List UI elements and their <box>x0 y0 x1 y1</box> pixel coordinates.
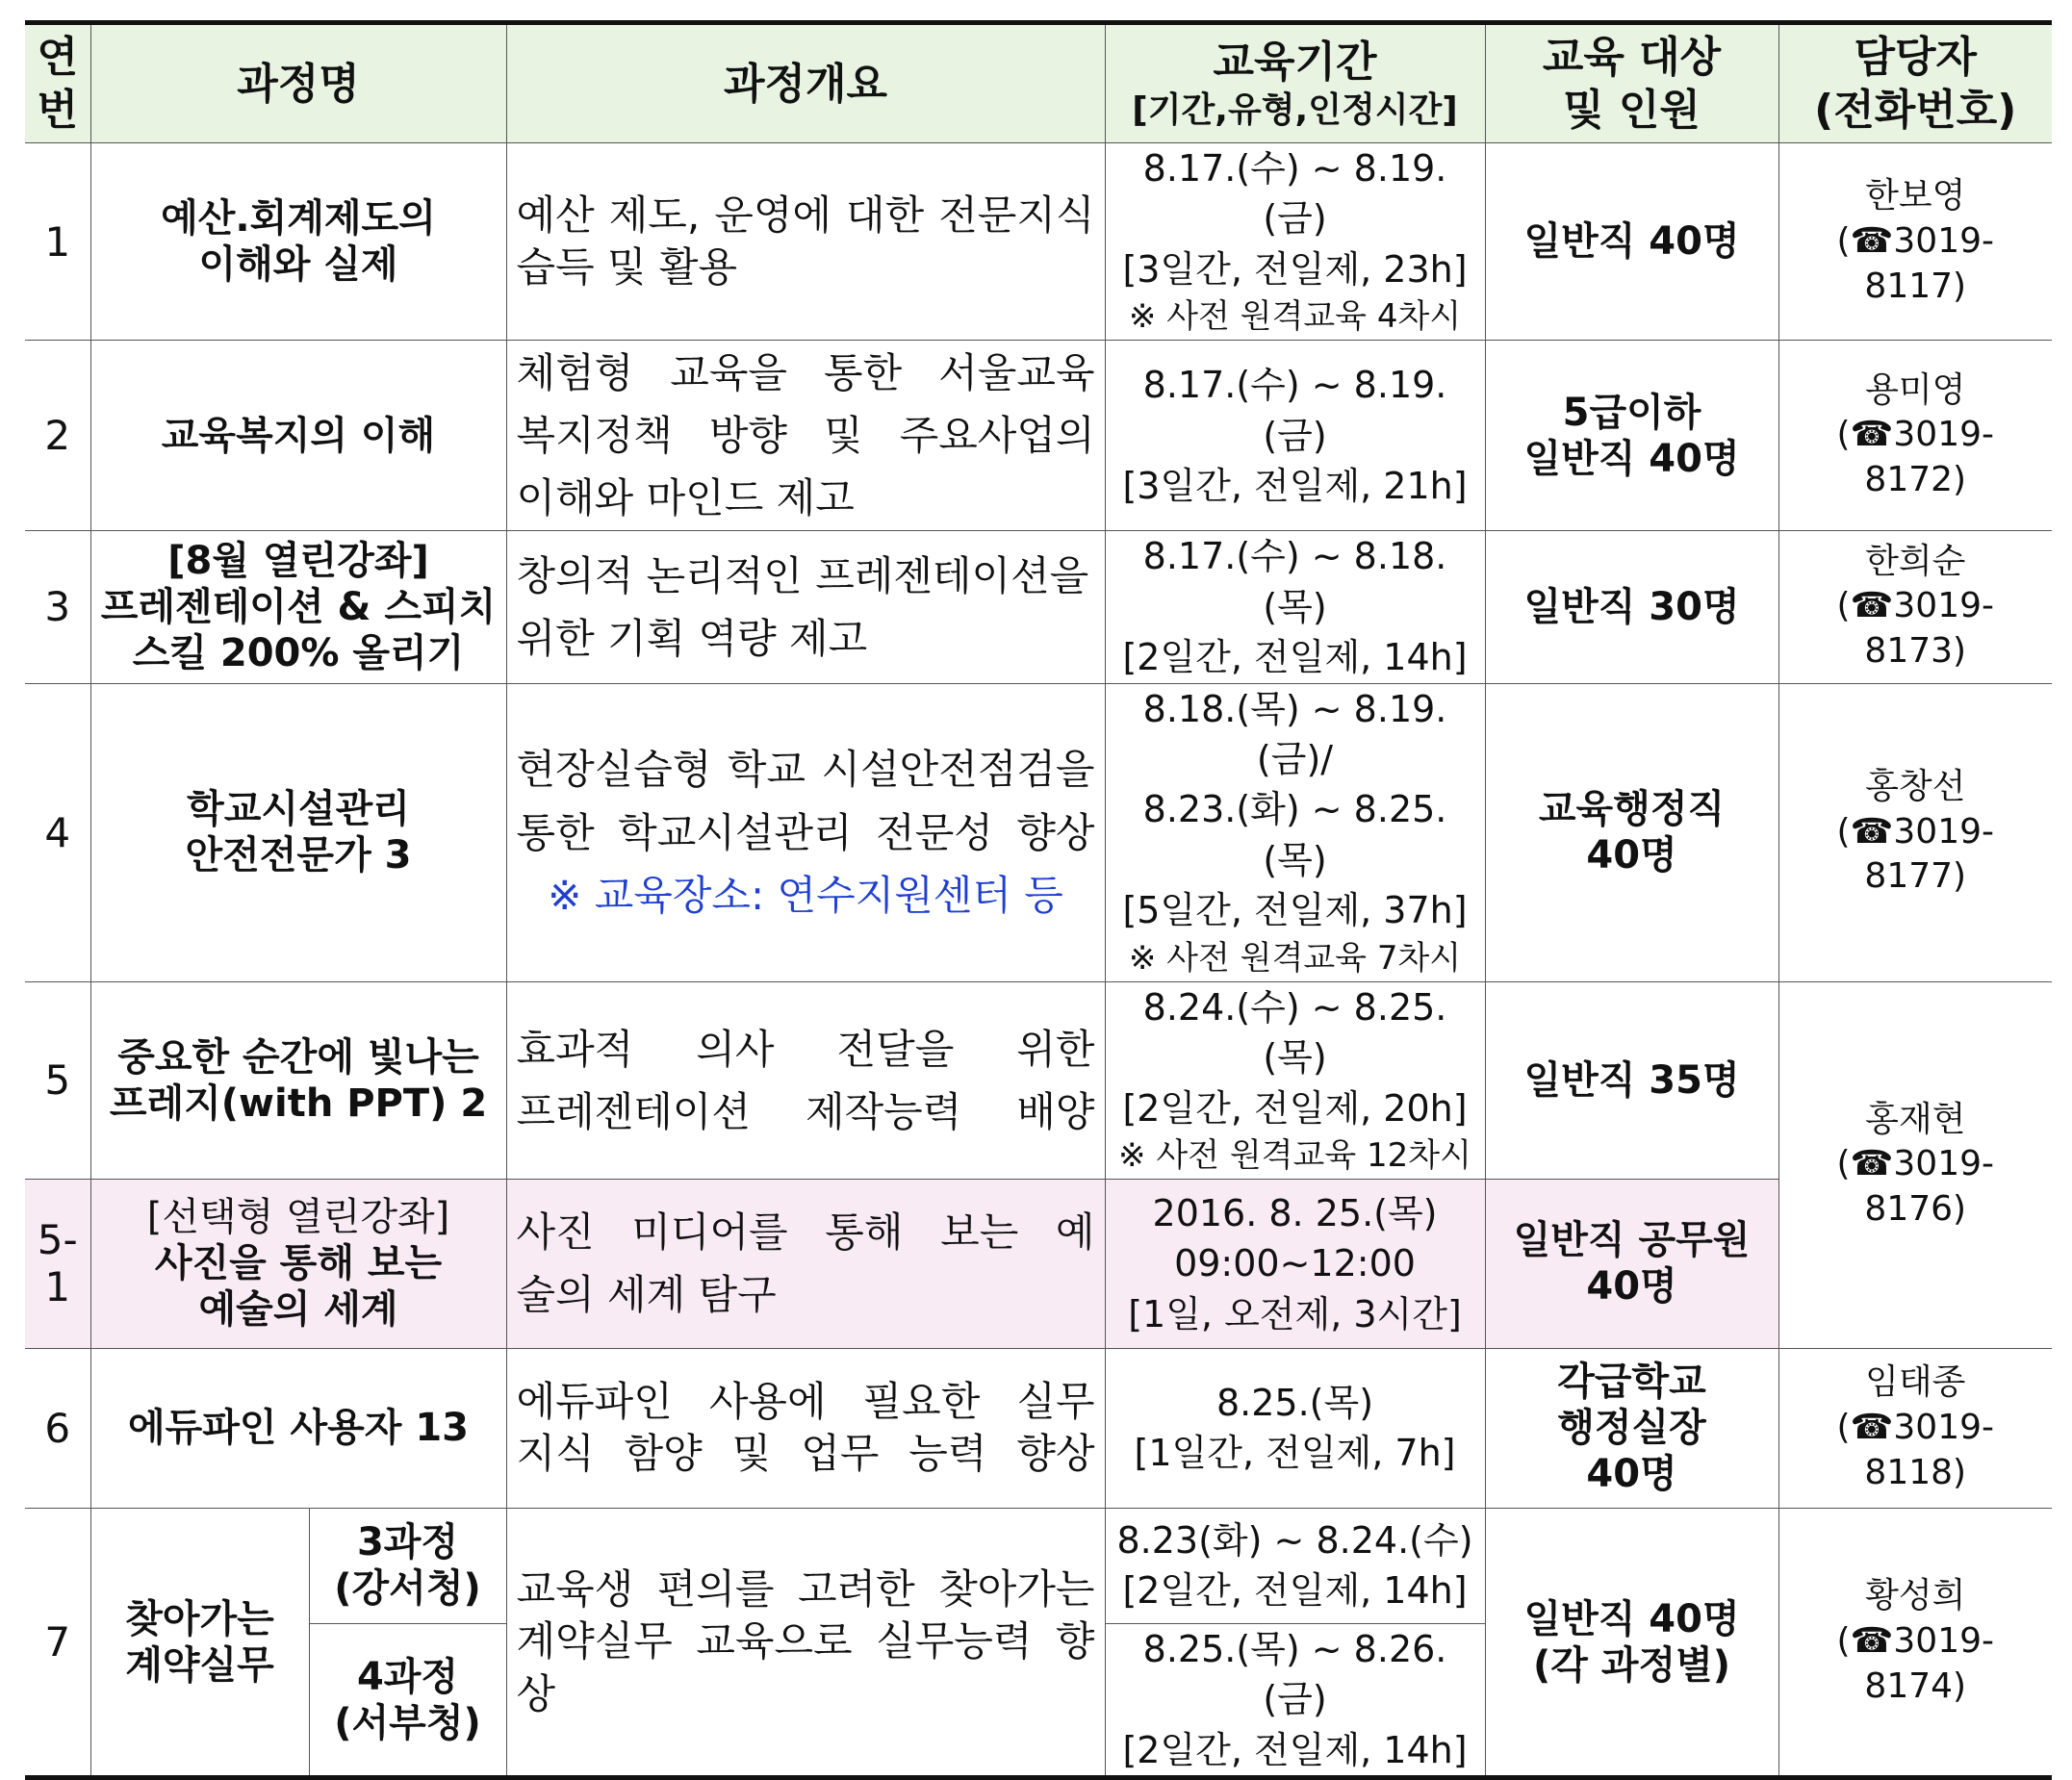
row-number: 5-1 <box>25 1179 90 1348</box>
course-description: 창의적 논리적인 프레젠테이션을 위한 기획 역량 제고 <box>506 531 1105 683</box>
course-target: 일반직 30명 <box>1485 531 1778 683</box>
table-row <box>25 683 2052 981</box>
row-number: 2 <box>25 341 90 531</box>
table-row <box>25 981 2052 1179</box>
sub-course-b: 4과정 (서부청) <box>309 1623 506 1777</box>
course-manager: 황성희 (☎3019-8174) <box>1778 1508 2052 1777</box>
course-name: [8월 열린강좌] 프레젠테이션 & 스피치 스킬 200% 올리기 <box>90 531 506 683</box>
course-manager: 홍재현 (☎3019-8176) <box>1778 981 2052 1348</box>
course-name: 중요한 순간에 빛나는 프레지(with PPT) 2 <box>90 981 506 1179</box>
course-name: 학교시설관리 안전전문가 3 <box>90 683 506 981</box>
course-description: 에듀파인 사용에 필요한 실무 지식 함양 및 업무 능력 향상 <box>506 1348 1105 1508</box>
table-row <box>25 143 2052 341</box>
course-target: 5급이하 일반직 40명 <box>1485 341 1778 531</box>
table-row <box>25 1508 2052 1623</box>
course-description: 현장실습형 학교 시설안전점검을 통한 학교시설관리 전문성 향상 ※ 교육장소: 연수지원센터 등 <box>506 683 1105 981</box>
course-name: 찾아가는 계약실무 <box>90 1508 309 1777</box>
header-target: 교육 대상 및 인원 <box>1485 23 1778 143</box>
table-row <box>25 1348 2052 1508</box>
header-no: 연 번 <box>25 23 90 143</box>
course-description: 체험형 교육을 통한 서울교육 복지정책 방향 및 주요사업의 이해와 마인드 제고 <box>506 341 1105 531</box>
course-description: 사진 미디어를 통해 보는 예 술의 세계 탐구 <box>506 1179 1105 1348</box>
course-manager: 홍창선 (☎3019-8177) <box>1778 683 2052 981</box>
row-number: 6 <box>25 1348 90 1508</box>
course-period-a: 8.23(화) ~ 8.24.(수) [2일간, 전일제, 14h] <box>1105 1508 1485 1623</box>
header-course-desc: 과정개요 <box>506 23 1105 143</box>
course-target: 일반직 40명 (각 과정별) <box>1485 1508 1778 1777</box>
course-manager: 한희순 (☎3019-8173) <box>1778 531 2052 683</box>
course-description: 예산 제도, 운영에 대한 전문지식 습득 및 활용 <box>506 143 1105 341</box>
course-period: 8.17.(수) ~ 8.18.(목) [2일간, 전일제, 14h] <box>1105 531 1485 683</box>
table-row <box>25 531 2052 683</box>
course-name: 에듀파인 사용자 13 <box>90 1348 506 1508</box>
venue-note: ※ 교육장소: 연수지원센터 등 <box>548 871 1063 919</box>
course-period: 8.25.(목) [1일간, 전일제, 7h] <box>1105 1348 1485 1508</box>
course-target: 각급학교 행정실장 40명 <box>1485 1348 1778 1508</box>
row-number: 1 <box>25 143 90 341</box>
course-period: 8.17.(수) ~ 8.19.(금) [3일간, 전일제, 23h] ※ 사전 원격교육 4차시 <box>1105 143 1485 341</box>
course-description: 교육생 편의를 고려한 찾아가는 계약실무 교육으로 실무능력 향상 <box>506 1508 1105 1777</box>
row-number: 4 <box>25 683 90 981</box>
course-manager: 임태종 (☎3019-8118) <box>1778 1348 2052 1508</box>
course-period: 8.18.(목) ~ 8.19.(금)/ 8.23.(화) ~ 8.25.(목) [5일간, 전일제, 37h] ※ 사전 원격교육 7차시 <box>1105 683 1485 981</box>
course-manager: 용미영 (☎3019-8172) <box>1778 341 2052 531</box>
course-period: 8.17.(수) ~ 8.19.(금) [3일간, 전일제, 21h] <box>1105 341 1485 531</box>
header-period: 교육기간 [기간,유형,인정시간] <box>1105 23 1485 143</box>
course-target: 일반직 40명 <box>1485 143 1778 341</box>
header-row <box>25 23 2052 143</box>
course-target: 일반직 공무원 40명 <box>1485 1179 1778 1348</box>
course-period: 2016. 8. 25.(목) 09:00~12:00 [1일, 오전제, 3시간] <box>1105 1179 1485 1348</box>
course-period: 8.24.(수) ~ 8.25.(목) [2일간, 전일제, 20h] ※ 사전 원격교육 12차시 <box>1105 981 1485 1179</box>
course-schedule-table <box>25 20 2052 1780</box>
course-period-b: 8.25.(목) ~ 8.26.(금) [2일간, 전일제, 14h] <box>1105 1623 1485 1777</box>
row-number: 3 <box>25 531 90 683</box>
course-manager: 한보영 (☎3019-8117) <box>1778 143 2052 341</box>
row-number: 7 <box>25 1508 90 1777</box>
table-row <box>25 341 2052 531</box>
sub-course-a: 3과정 (강서청) <box>309 1508 506 1623</box>
course-target: 일반직 35명 <box>1485 981 1778 1179</box>
table-row-highlighted <box>25 1179 2052 1348</box>
course-name: 예산.회계제도의 이해와 실제 <box>90 143 506 341</box>
row-number: 5 <box>25 981 90 1179</box>
header-manager: 담당자 (전화번호) <box>1778 23 2052 143</box>
course-target: 교육행정직 40명 <box>1485 683 1778 981</box>
course-name: [선택형 열린강좌] 사진을 통해 보는 예술의 세계 <box>90 1179 506 1348</box>
course-description: 효과적 의사 전달을 위한 프레젠테이션 제작능력 배양 <box>506 981 1105 1179</box>
course-name: 교육복지의 이해 <box>90 341 506 531</box>
header-course-name: 과정명 <box>90 23 506 143</box>
